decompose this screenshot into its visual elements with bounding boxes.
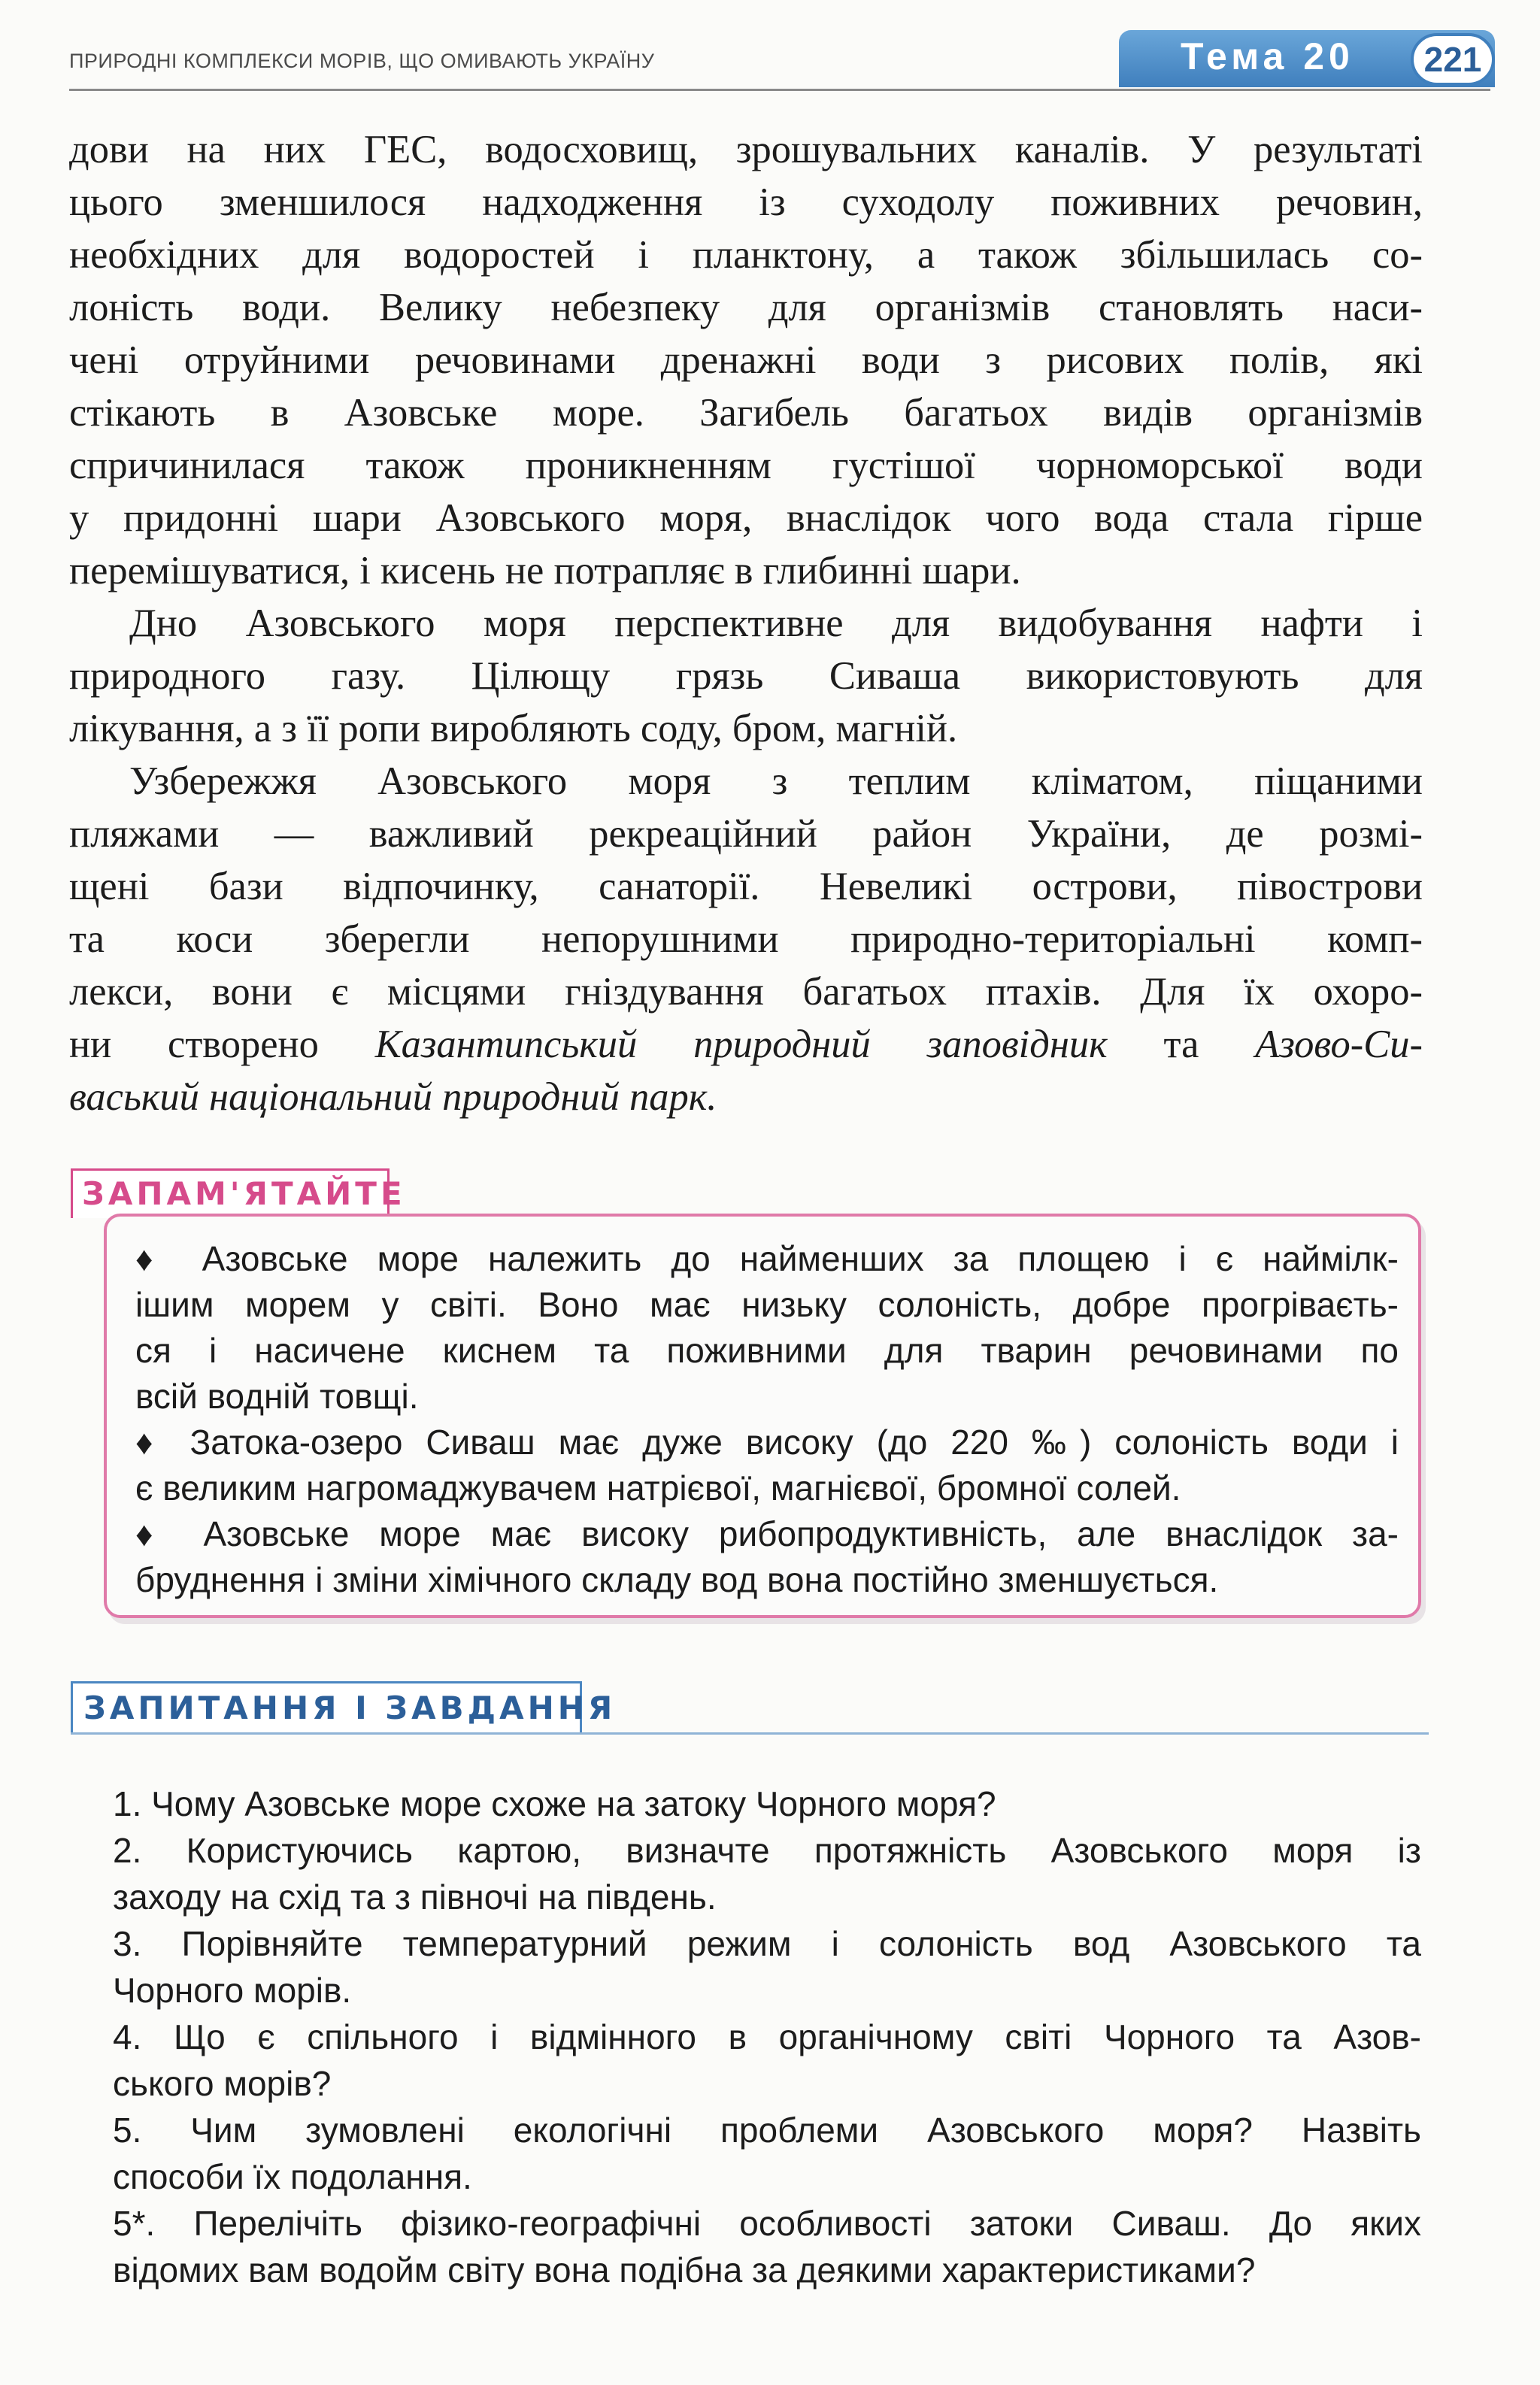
text-span: та (1107, 1023, 1256, 1066)
task-line: відомих вам водойм світу вона подібна за деякими характеристиками? (113, 2250, 1256, 2290)
remember-label: ЗАПАМ'ЯТАЙТЕ (71, 1168, 390, 1218)
text-line: спричинилася також проникненням густішої чорноморської води (69, 444, 1423, 487)
text-line: та коси зберегли непорушними природно-територіальні комп- (69, 917, 1423, 961)
task-line: Чорного морів. (113, 1971, 352, 2010)
text-line: лікування, а з її ропи виробляють соду, бром, магній. (69, 707, 958, 750)
text-line: перемішуватися, і кисень не потрапляє в глибинні шари. (69, 549, 1021, 592)
tasks-divider (71, 1732, 1429, 1735)
text-line: лекси, вони є місцями гніздування багатьох птахів. Для їх охоро- (69, 970, 1423, 1014)
header-divider (69, 89, 1490, 91)
remember-line: всій водній товщі. (135, 1377, 419, 1416)
text-line: природного газу. Цілющу грязь Сиваша використовують для (69, 654, 1423, 698)
task-line: 5. Чим зумовлені екологічні проблеми Азовського моря? Назвіть (113, 2111, 1421, 2150)
text-span: ни створено (69, 1023, 375, 1066)
remember-line: ♦ Азовське море має високу рибопродуктивність, але внаслідок за- (135, 1514, 1399, 1553)
running-header: ПРИРОДНІ КОМПЛЕКСИ МОРІВ, ЩО ОМИВАЮТЬ УКРАЇНУ (69, 50, 655, 72)
text-line: лоність води. Велику небезпеку для організмів становлять наси- (69, 286, 1423, 329)
text-line: необхідних для водоростей і планктону, а також збільшилась со- (69, 233, 1423, 277)
text-line: пляжами — важливий рекреаційний район України, де розмі- (69, 812, 1423, 856)
remember-line: є великим нагромаджувачем натрієвої, магнієвої, бромної солей. (135, 1468, 1181, 1508)
park-name-start: Азово-Си- (1255, 1023, 1423, 1066)
text-line: у придонні шари Азовського моря, внаслідок чого вода стала гірше (69, 496, 1423, 540)
text-line: Дно Азовського моря перспективне для видобування нафти і (129, 602, 1423, 645)
task-line: 4. Що є спільного і відмінного в органічному світі Чорного та Азов- (113, 2017, 1421, 2056)
task-line: 5*. Перелічіть фізико-географічні особливості затоки Сиваш. До яких (113, 2204, 1421, 2243)
text-line: Узбережжя Азовського моря з теплим кліматом, піщаними (129, 759, 1423, 803)
remember-line: ся і насичене киснем та поживними для тварин речовинами по (135, 1331, 1399, 1370)
tasks-label: ЗАПИТАННЯ І ЗАВДАННЯ (71, 1681, 582, 1734)
topic-label: Тема 20 (1181, 35, 1354, 77)
task-line: 1. Чому Азовське море схоже на затоку Чорного моря? (113, 1784, 996, 1823)
remember-line: ♦ Азовське море належить до найменших за площею і є наймілк- (135, 1239, 1399, 1278)
page-number: 221 (1411, 33, 1495, 86)
task-line: ського морів? (113, 2064, 332, 2103)
text-line: щені бази відпочинку, санаторії. Невеликі острови, півострови (69, 865, 1423, 908)
remember-line: бруднення і зміни хімічного складу вод вона постійно зменшується. (135, 1560, 1219, 1599)
task-line: заходу на схід та з півночі на південь. (113, 1877, 717, 1917)
text-line: стікають в Азовське море. Загибель багатьох видів організмів (69, 391, 1423, 435)
text-line: чені отруйними речовинами дренажні води з рисових полів, які (69, 338, 1423, 382)
remember-line: ♦ Затока-озеро Сиваш має дуже високу (до 220 ‰) солоність води і (135, 1423, 1399, 1462)
task-line: 2. Користуючись картою, визначте протяжність Азовського моря із (113, 1831, 1421, 1870)
reserve-name: Казантипський природний заповідник (374, 1023, 1108, 1066)
task-line: способи їх подолання. (113, 2157, 472, 2196)
task-line: 3. Порівняйте температурний режим і солоність вод Азовського та (113, 1924, 1421, 1963)
text-line: дови на них ГЕС, водосховищ, зрошувальних каналів. У результаті (69, 128, 1423, 171)
remember-line: ішим морем у світі. Воно має низьку солоність, добре прогріваєть- (135, 1285, 1399, 1324)
text-line (69, 1018, 1423, 1071)
park-name-end: васький національний природний парк. (69, 1075, 717, 1119)
text-line: цього зменшилося надходження із суходолу поживних речовин, (69, 180, 1423, 224)
